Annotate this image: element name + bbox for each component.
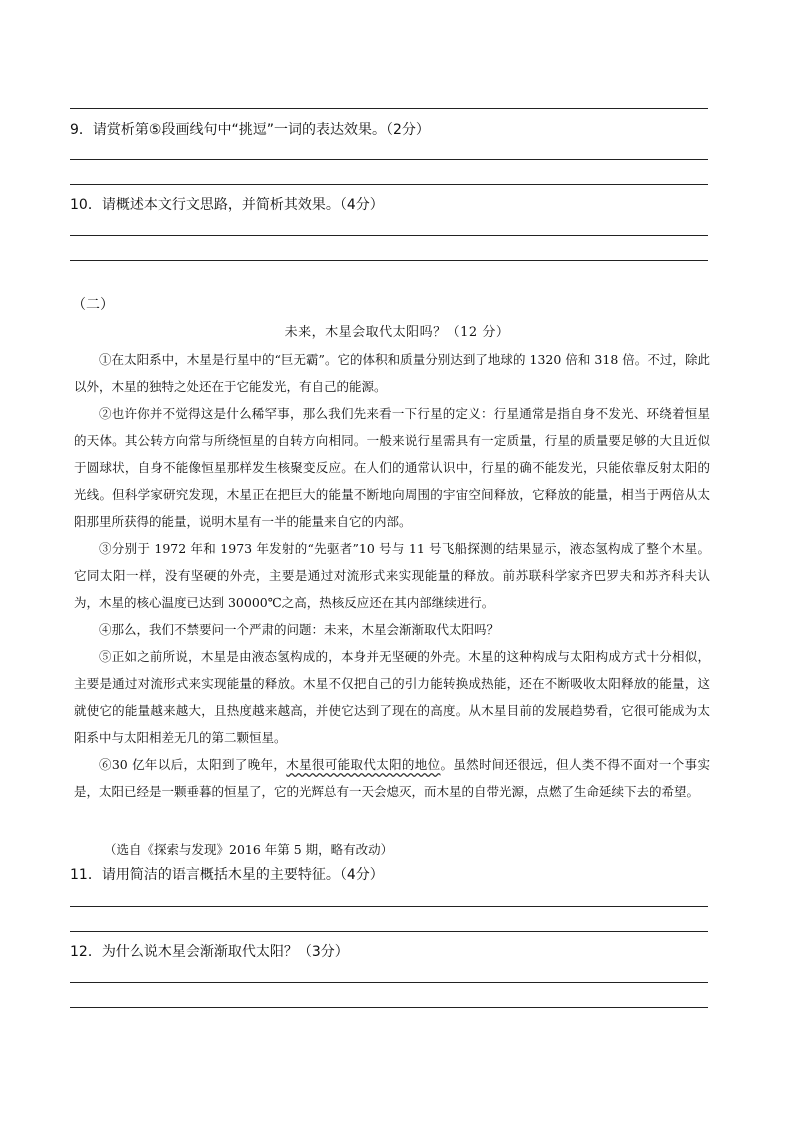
paragraph-6-end: 。虽然时间还很远，但人类不得不面对一个事实是，太阳已经是一颗垂暮的恒星了，它的光辉总有一天会熄灭，而木星的自带光源，点燃了生命延续下去的希望。 bbox=[74, 757, 710, 799]
paragraph-3: ③分别于 1972 年和 1973 年发射的“先驱者”10 号与 11 号飞船探测的结果显示，液态氢构成了整个木星。它同太阳一样，没有坚硬的外壳，主要是通过对流形式来实现能量的释放。前苏联科学家齐巴罗夫和苏齐科夫认为，木星的核心温度已达到 30000℃之高，热核反应还在其内部继续进行。 bbox=[74, 541, 710, 610]
article-source: （选自《探索与发现》2016 年第 5 期，略有改动） bbox=[104, 842, 394, 857]
answer-line[interactable] bbox=[70, 108, 708, 109]
answer-line[interactable] bbox=[70, 235, 708, 236]
answer-line[interactable] bbox=[70, 260, 708, 261]
answer-line[interactable] bbox=[70, 1007, 708, 1008]
answer-line[interactable] bbox=[70, 159, 708, 160]
article-body bbox=[74, 346, 710, 805]
question-11: 11．请用简洁的语言概括木星的主要特征。（4分） bbox=[70, 867, 384, 883]
answer-line[interactable] bbox=[70, 931, 708, 932]
paragraph-6 bbox=[74, 751, 710, 805]
answer-line[interactable] bbox=[70, 906, 708, 907]
article-title: 未来，木星会取代太阳吗？（12 分） bbox=[284, 325, 510, 340]
answer-line[interactable] bbox=[70, 982, 708, 983]
answer-line[interactable] bbox=[70, 184, 708, 185]
paragraph-5: ⑤正如之前所说，木星是由液态氢构成的，本身并无坚硬的外壳。木星的这种构成与太阳构成方式十分相似，主要是通过对流形式来实现能量的释放。木星不仅把自己的引力能转换成热能，还在不断吸收太阳释放的能量，这就使它的能量越来越大，且热度越来越高，并使它达到了现在的高度。从木星目前的发展趋势看，它很可能成为太阳系中与太阳相差无几的第二颗恒星。 bbox=[74, 649, 710, 745]
question-10: 10．请概述本文行文思路，并简析其效果。（4分） bbox=[70, 197, 384, 213]
paragraph-6-start: ⑥30 亿年以后，太阳到了晚年， bbox=[99, 757, 287, 772]
paragraph-2: ②也许你并不觉得这是什么稀罕事，那么我们先来看一下行星的定义：行星通常是指自身不发光、环绕着恒星的天体。其公转方向常与所绕恒星的自转方向相同。一般来说行星需具有一定质量，行星的质量要足够的大且近似于圆球状，自身不能像恒星那样发生核聚变反应。在人们的通常认识中，行星的确不能发光，只能依靠反射太阳的光线。但科学家研究发现，木星正在把巨大的能量不断地向周围的宇宙空间释放，它释放的能量，相当于两倍从太阳那里所获得的能量，说明木星有一半的能量来自它的内部。 bbox=[74, 406, 710, 529]
underlined-sentence: 木星很可能取代太阳的地位 bbox=[286, 757, 441, 772]
section-label: （二） bbox=[72, 297, 114, 313]
question-9: 9．请赏析第⑤段画线句中“挑逗”一词的表达效果。（2分） bbox=[70, 122, 430, 138]
paragraph-1: ①在太阳系中，木星是行星中的“巨无霸”。它的体积和质量分别达到了地球的 1320 倍和 318 倍。不过，除此以外，木星的独特之处还在于它能发光，有自己的能源。 bbox=[74, 352, 710, 394]
question-12: 12．为什么说木星会渐渐取代太阳？（3分） bbox=[70, 944, 349, 960]
paragraph-4: ④那么，我们不禁要问一个严肃的问题：未来，木星会渐渐取代太阳吗？ bbox=[99, 622, 500, 637]
